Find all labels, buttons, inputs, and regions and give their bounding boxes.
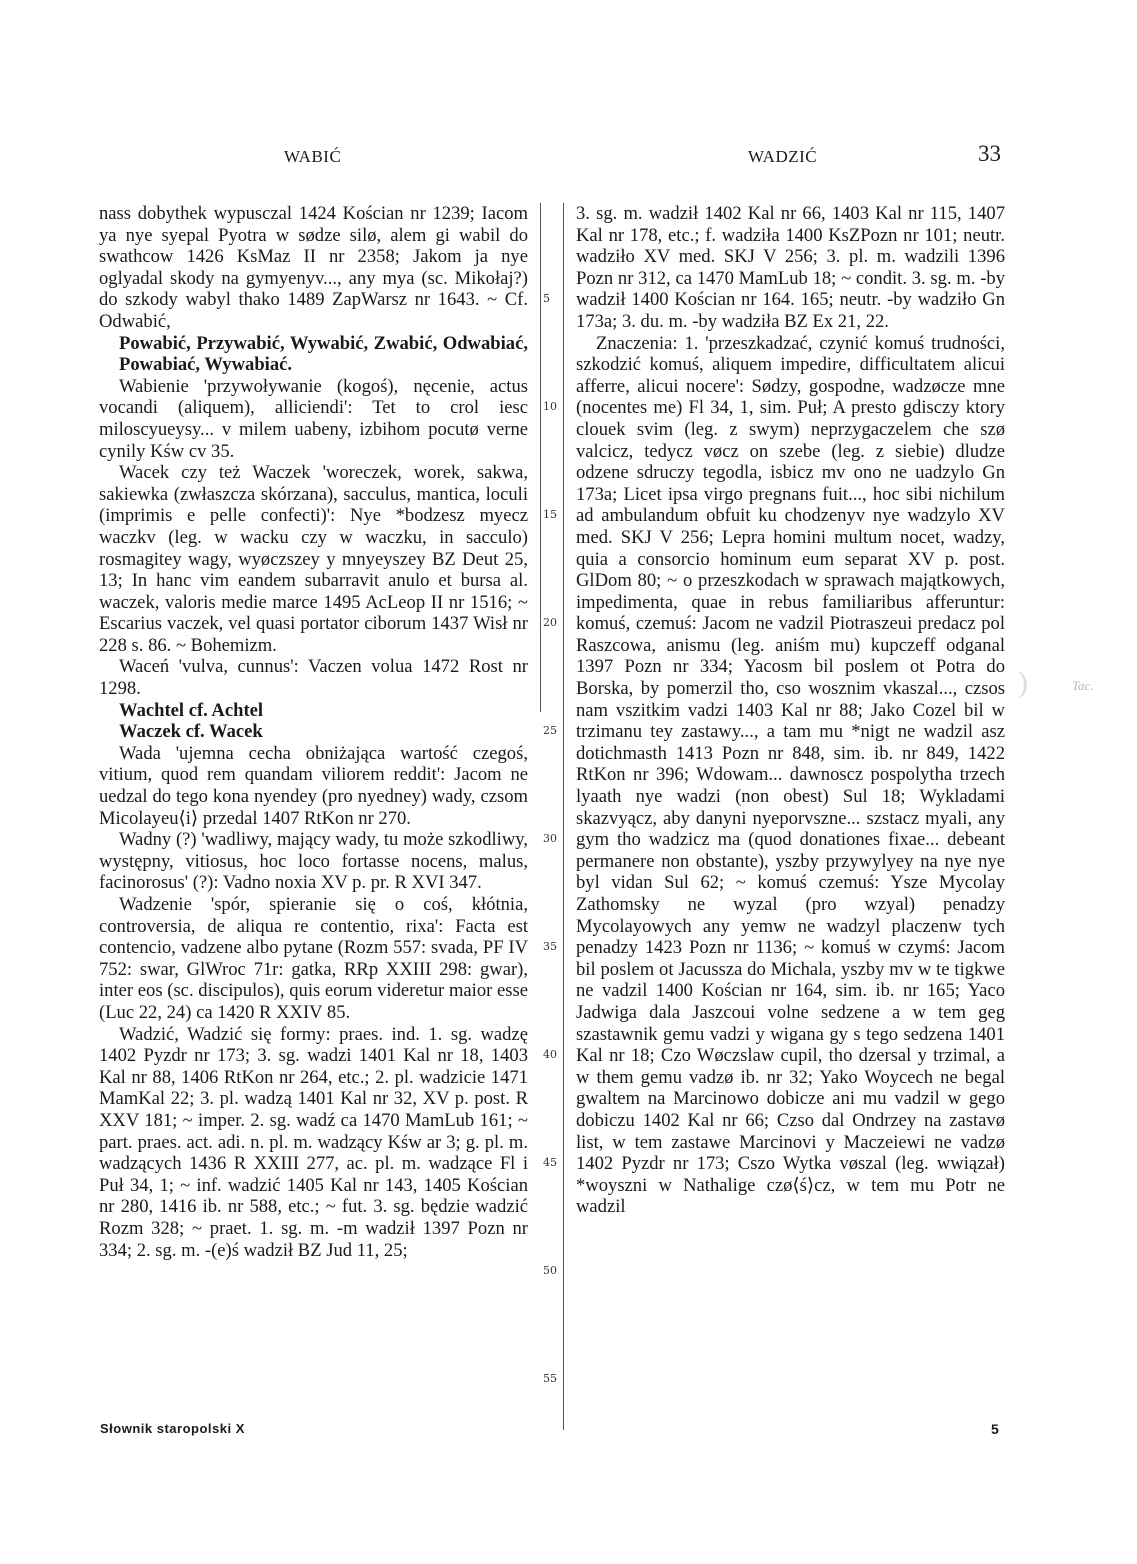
entry-wabienie: Wabienie 'przywoływanie (kogoś), nęcenie, actus vocandi (aliquem), alliciendi': Tet to crol iesc miloscyueysy... v milem uabeny, izbihom pocutø verne cynily Kśw cv 35.	[99, 375, 528, 462]
entry-waczek: Waczek cf. Wacek	[119, 721, 263, 743]
line-number: 55	[543, 1372, 557, 1385]
entry-wadzic: Wadzić, Wadzić się formy: praes. ind. 1. sg. wadzę 1402 Pyzdr nr 173; 3. sg. wadzi 1401 Kal nr 18, 1403 Kal nr 88, 1406 RtKon nr 264, etc.; 2. pl. wadzicie 1471 MamKal 22; 3. pl. wadzą 1401 Kal nr 32, XV p. post. R XXV 181; ~ imper. 2. sg. wadź ca 1470 MamLub 161; ~ part. praes. act. adi. n. pl. m. wadzący Kśw ar 3; g. pl. m. wadzących 1436 R XXIII 277, ac. pl. m. wadzące Fl i Puł 34, 1; ~ inf. wadzić 1405 Kal nr 143, 1405 Kościan nr 280, 1416 ib. nr 588, etc.; ~ fut. 3. sg. będzie wadzić Rozm 328; ~ praet. 1. sg. m. -m wadził 1397 Pozn nr 334; 2. sg. m. -(e)ś wadził BZ Jud 11, 25;	[99, 1023, 528, 1261]
left-column	[99, 203, 528, 1261]
line-number: 15	[543, 508, 557, 521]
entry-text: nass dobythek wypusczal 1424 Kościan nr 1239; Iacom ya nye syepal Pyotra w sødze silø, alem gi wabil do swathcow 1426 KsMaz II nr 2358; Jakom ja nye oglyadal skody na gymyenyv..., any mya (sc. Mikołaj?) do szkody wabyl thako 1489 ZapWarsz nr 1643. ~ Cf. Odwabić,	[99, 203, 528, 332]
line-number: 45	[543, 1156, 557, 1169]
line-number: 5	[543, 292, 550, 305]
line-number: 10	[543, 400, 557, 413]
page-number: 33	[978, 141, 1001, 166]
running-head-right: WADZIĆ	[748, 147, 818, 166]
footer-signature: Słownik staropolski X	[100, 1421, 245, 1436]
entry-wachtel: Wachtel cf. Achtel	[119, 699, 264, 721]
column-rule-right	[563, 203, 564, 1430]
margin-pencil-note: Tac.	[1072, 678, 1094, 693]
entry-text: 3. sg. m. wadził 1402 Kal nr 66, 1403 Kal nr 115, 1407 Kal nr 178, etc.; f. wadziła 1400 KsZPozn nr 101; neutr. wadziło XV med. SKJ V 256; 3. pl. m. wadzili 1396 Pozn nr 312, ca 1470 MamLub 18; ~ condit. 3. sg. m. -by wadził 1400 Kościan nr 164. 165; neutr. -by wadziło Gn 173a; 3. du. m. -by wadziła BZ Ex 21, 22.	[576, 203, 1005, 332]
line-number: 40	[543, 1048, 557, 1061]
column-rule-left	[540, 203, 541, 712]
running-head-left: WABIĆ	[284, 147, 342, 166]
line-number: 25	[543, 724, 557, 737]
entry-meanings: Znaczenia: 1. 'przeszkadzać, czynić komuś trudności, szkodzić komuś, aliquem impedire, difficultatem alicui afferre, alicui nocere': Sødzy, gospodne, wadzøcze mne (nocentes me) Fl 34, 1, sim. Puł; A presto gdisczy ktory clouek svim (leg. z swym) neprzygaczelem che szø valcicz, tedycz vøcz on szebe (leg. z siebie) dludze odzene sdruczy tegodla, isbicz mv ono ne uadzylo Gn 173a; Licet ipsa virgo pregnans fuit..., hoc sibi nichilum ad ambulandum obfuit ku chodzenyv nye wadzylo XV med. SKJ V 256; Lepra homini multum nocet, wadzy, quia a consorcio hominum eum separat XV p. post. GlDom 80; ~ o przeszkodach w sprawach majątkowych, impedimenta, quae in rebus familiaribus afferuntur: komuś, czemuś: Jacom ne vadzil Piotraszeui predacz pol Raszcowa, anismu (leg. aniśm mu) kupczeff odganal 1397 Pozn nr 334; Yacosm bil poslem ot Potra do Borska, by pomerzil tho, cso wosznim vkaszal..., czsos nam vszitkim vadzi 1403 Kal nr 88; Jako Cozel bil w trzimanu tey zastawy..., a tam mu *nigt ne wadzil asz dotichmasth 1413 Pozn nr 848, sim. ib. nr 849, 1422 RtKon nr 396; Wdowam... dawnoscz pospolytha trzech lyaath nye wadzi (non obest) Sul 18; Wykladami skazvyącz, aby danyni nyeporvszne... szstacz myali, any gym tho wadzicz ma (quod donationes fixae... debeant permanere non obstante), yszby przywylyey na nye nye byl vidan Sul 62; ~ komuś czemuś: Ysze Mycolay Zathomsky ne wyzal (pro wzyal) penadzy Mycolayowych any yemw ne wadzyl placzenw tych penadzy 1423 Pozn nr 1136; ~ komuś w czymś: Jacom bil poslem ot Jacussza do Michala, yszby mv w te tigkwe ne vadzil 1400 Kościan nr 164, sim. ib. nr 165; Yaco Jadwiga dala Jaszcoui volne sedzene a w tem geg szastawnik gemu vadzi y wigana gy s tego sedzena 1401 Kal nr 18; Czo Wøczslaw cupil, tho dzersal y trzimal, a w them gemu vadzø ib. nr 32; Yako Woycech ne begal gwaltem na Marcinowo dobicze ani mu vadzil w gego dobiczu 1402 Kal nr 66; Czso dal Ondrzey na zastavø list, w tem zastawe Marcinovi y Maczeiewi ne vadzø 1402 Pyzdr nr 173; Cszo Wytka vøszal (leg. wwiązał) *woyszni w Nathalige czø⟨ś⟩cz, w tem mu Potr ne wadzil	[576, 332, 1005, 1218]
right-column	[576, 203, 1005, 1218]
entry-wada: Wada 'ujemna cecha obniżająca wartość czegoś, vitium, quod rem quandam viliorem reddit': Jacom ne uedzal do tego kona nyendey (pro nyedney) wady, czsom Micolayeu⟨i⟩ przedal 1407 RtKon nr 270.	[99, 742, 528, 829]
line-number: 35	[543, 940, 557, 953]
entry-text: Powabić, Przywabić, Wywabić, Zwabić, Odwabiać, Powabiać, Wywabiać.	[119, 332, 528, 376]
line-number: 20	[543, 616, 557, 629]
footer-sheet-number: 5	[991, 1421, 999, 1437]
entry-wacek: Wacek czy też Waczek 'woreczek, worek, sakwa, sakiewka (zwłaszcza skórzana), sacculus, mantica, loculi (imprimis e pelle confecti)': Nye *bodzesz myecz waczkv (leg. w wacku czy w waczku, in sacculo) rosmagitey wagy, wyøczszey y mnyeyszey BZ Deut 25, 13; In hanc vim eandem subarravit anulo et bursa al. waczek, valoris medie marce 1495 AcLeop II nr 1516; ~ Escarius vaczek, vel quasi portator ciborum 1437 Wisł nr 228 s. 86. ~ Bohemizm.	[99, 462, 528, 656]
entry-wadny: Wadny (?) 'wadliwy, mający wady, tu może szkodliwy, występny, vitiosus, hoc loco fortasse nocens, malus, facinorosus' (?): Vadno noxia XV p. pr. R XVI 347.	[99, 829, 528, 894]
entry-wadzenie: Wadzenie 'spór, spieranie się o coś, kłótnia, controversia, de aliqua re contentio, rixa': Facta est contencio, vadzene albo pytane (Rozm 557: svada, PF IV 752: swar, GlWroc 71r: gatka, RRp XXIII 298: gwar), inter eos (sc. discipulos), quis eorum videretur maior esse (Luc 22, 24) ca 1420 R XXIV 85.	[99, 894, 528, 1023]
margin-bracket: )	[1018, 666, 1028, 699]
line-number: 50	[543, 1264, 557, 1277]
entry-wacen: Waceń 'vulva, cunnus': Vaczen volua 1472 Rost nr 1298.	[99, 656, 528, 700]
line-number: 30	[543, 832, 557, 845]
